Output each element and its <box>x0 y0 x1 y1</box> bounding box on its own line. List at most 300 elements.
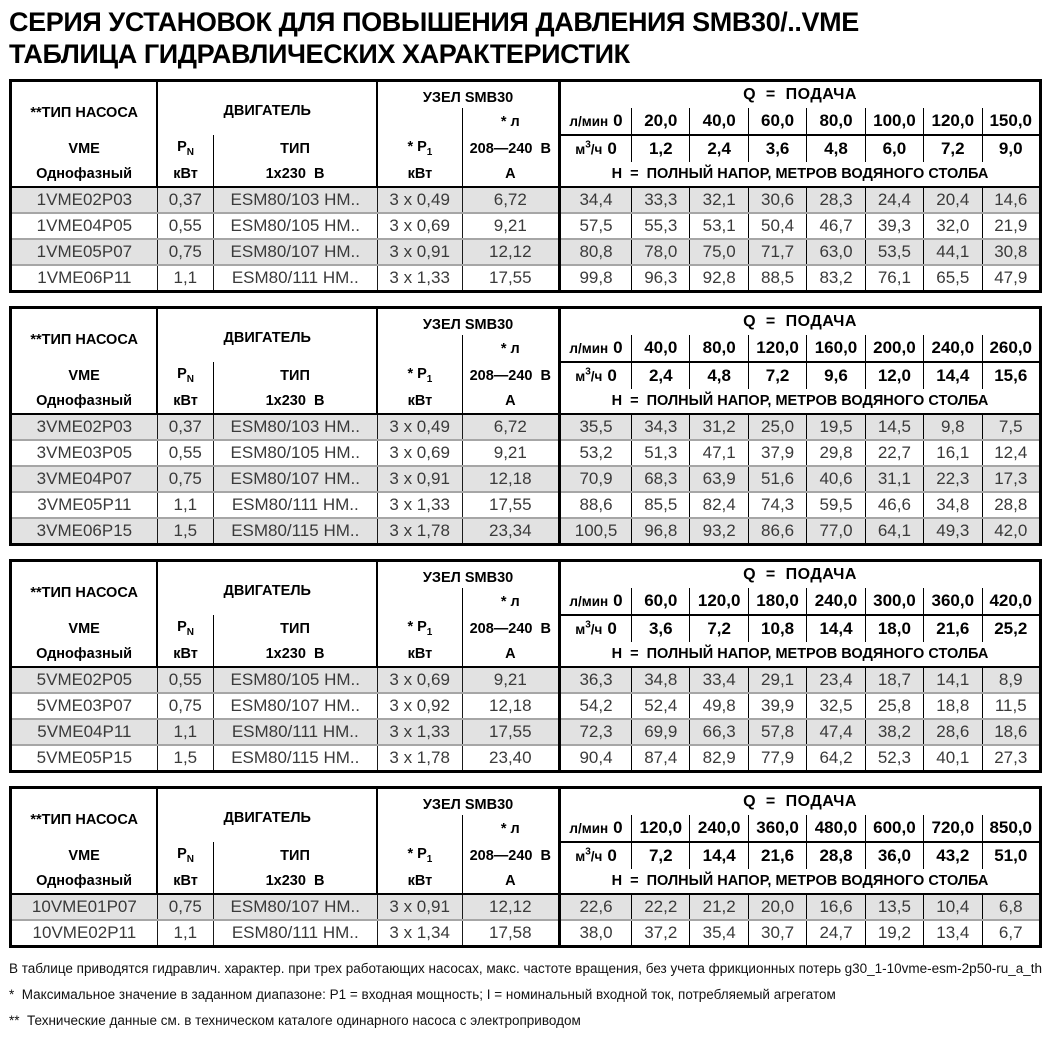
p1-base: * P <box>407 619 427 636</box>
supply-header: 1x230 В <box>213 642 377 667</box>
footnote-p1: * Максимальное значение в заданном диапазоне: P1 = входная мощность; I = номинальный входной ток, потребляемый агрегатом <box>9 986 836 1002</box>
head-value-cell: 6,7 <box>982 920 1041 946</box>
vme-header: VME <box>11 135 158 162</box>
amps-value-cell: 9,21 <box>462 213 559 239</box>
flow-unit-m3h <box>559 135 631 162</box>
head-value-cell: 27,3 <box>982 745 1041 771</box>
head-value-cell: 53,1 <box>690 213 748 239</box>
pn-value-cell: 0,75 <box>157 894 213 920</box>
head-value-cell: 66,3 <box>690 719 748 745</box>
kw-motor-header: кВт <box>157 642 213 667</box>
flow-lmin-value: 160,0 <box>807 335 865 362</box>
p1-value-cell: 3 x 1,33 <box>377 265 462 291</box>
header-row-groups <box>11 787 1041 815</box>
flow-lmin-value: 600,0 <box>865 815 923 842</box>
amps-value-cell: 12,12 <box>462 239 559 265</box>
pump-type-header: **ТИП НАСОСА <box>11 80 158 135</box>
amps-value-cell: 6,72 <box>462 187 559 213</box>
amp-header: А <box>462 389 559 414</box>
head-value-cell: 53,5 <box>865 239 923 265</box>
kw-p1-header: кВт <box>377 869 462 894</box>
head-value-cell: 29,8 <box>807 440 865 466</box>
head-value-cell: 51,3 <box>632 440 690 466</box>
pump-model-cell: 5VME04P11 <box>11 719 158 745</box>
supply-header: 1x230 В <box>213 389 377 414</box>
kw-motor-header: кВт <box>157 389 213 414</box>
pn-value-cell: 0,75 <box>157 466 213 492</box>
head-value-cell: 25,0 <box>748 414 806 440</box>
pn-base: P <box>177 619 187 636</box>
head-value-cell: 9,8 <box>924 414 982 440</box>
header-row-groups <box>11 307 1041 335</box>
head-value-cell: 59,5 <box>807 492 865 518</box>
flow-unit-m3h <box>559 362 631 389</box>
vme-header: VME <box>11 362 158 389</box>
voltage-header: 208—240 В <box>469 140 552 157</box>
head-value-cell: 11,5 <box>982 693 1041 719</box>
head-value-cell: 42,0 <box>982 518 1041 544</box>
flow-m3h-value: 14,4 <box>690 842 748 869</box>
head-value-cell: 50,4 <box>748 213 806 239</box>
flow-lmin-value: 100,0 <box>865 108 923 135</box>
head-value-cell: 82,9 <box>690 745 748 771</box>
head-value-cell: 35,4 <box>690 920 748 946</box>
amps-value-cell: 17,55 <box>462 265 559 291</box>
p1-value-cell: 3 x 0,91 <box>377 239 462 265</box>
m3h-rest: /ч <box>590 142 603 158</box>
amps-value-cell: 12,18 <box>462 693 559 719</box>
head-value-cell: 12,4 <box>982 440 1041 466</box>
m3h-rest: /ч <box>590 622 603 638</box>
motor-type-cell: ESM80/105 HM.. <box>213 213 377 239</box>
head-value-cell: 39,9 <box>748 693 806 719</box>
table-row <box>11 239 1041 265</box>
flow-unit-lmin <box>559 108 631 135</box>
p1-header <box>377 362 462 389</box>
head-value-cell: 38,2 <box>865 719 923 745</box>
pn-subscript: N <box>186 627 195 639</box>
head-value-cell: 69,9 <box>632 719 690 745</box>
flow-m3h-value: 51,0 <box>982 842 1041 869</box>
header-row-units <box>11 869 1041 894</box>
head-value-cell: 53,2 <box>559 440 631 466</box>
m3h-base: м <box>575 849 586 865</box>
m3h-superscript: 3 <box>585 619 591 631</box>
table-row <box>11 894 1041 920</box>
pump-model-cell: 5VME02P05 <box>11 667 158 693</box>
flow-lmin-value: 240,0 <box>924 335 982 362</box>
flow-m3h-value: 7,2 <box>690 615 748 642</box>
table-row <box>11 440 1041 466</box>
p1-value-cell: 3 x 0,92 <box>377 693 462 719</box>
flow-lmin-value: 260,0 <box>982 335 1041 362</box>
head-value-cell: 64,2 <box>807 745 865 771</box>
amps-value-cell: 9,21 <box>462 440 559 466</box>
pn-value-cell: 0,75 <box>157 693 213 719</box>
head-value-cell: 13,4 <box>924 920 982 946</box>
kw-motor-header: кВт <box>157 162 213 187</box>
flow-lmin-value: 40,0 <box>690 108 748 135</box>
hydraulic-table-2 <box>9 306 1042 546</box>
motor-type-cell: ESM80/111 HM.. <box>213 920 377 946</box>
head-value-cell: 6,8 <box>982 894 1041 920</box>
m3h-superscript: 3 <box>585 139 591 151</box>
flow-m3h-value: 7,2 <box>924 135 982 162</box>
table-row <box>11 213 1041 239</box>
amps-value-cell: 12,18 <box>462 466 559 492</box>
head-value-cell: 71,7 <box>748 239 806 265</box>
flow-unit-m3h <box>559 842 631 869</box>
type-header: ТИП <box>213 615 377 642</box>
header-row-groups <box>11 560 1041 588</box>
p1-value-cell: 3 x 1,33 <box>377 719 462 745</box>
flow-lmin-value: 300,0 <box>865 588 923 615</box>
head-value-cell: 21,9 <box>982 213 1041 239</box>
flow-m3h-value: 10,8 <box>748 615 806 642</box>
pump-model-cell: 3VME04P07 <box>11 466 158 492</box>
pump-model-cell: 10VME01P07 <box>11 894 158 920</box>
amps-value-cell: 12,12 <box>462 894 559 920</box>
pn-value-cell: 1,5 <box>157 745 213 771</box>
flow-lmin-value: 240,0 <box>807 588 865 615</box>
flow-lmin-value: 20,0 <box>632 108 690 135</box>
head-value-cell: 18,8 <box>924 693 982 719</box>
voltage-header: 208—240 В <box>469 847 552 864</box>
motor-type-cell: ESM80/111 HM.. <box>213 492 377 518</box>
flow-m3h-value: 7,2 <box>632 842 690 869</box>
p1-value-cell: 3 x 1,78 <box>377 745 462 771</box>
motor-type-cell: ESM80/107 HM.. <box>213 693 377 719</box>
head-value-cell: 63,0 <box>807 239 865 265</box>
head-value-cell: 49,8 <box>690 693 748 719</box>
m3h-rest: /ч <box>590 369 603 385</box>
head-value-cell: 18,6 <box>982 719 1041 745</box>
pn-value-cell: 0,37 <box>157 414 213 440</box>
motor-type-cell: ESM80/115 HM.. <box>213 518 377 544</box>
head-value-cell: 30,8 <box>982 239 1041 265</box>
single-phase-header: Однофазный <box>11 869 158 894</box>
head-value-cell: 99,8 <box>559 265 631 291</box>
table-row <box>11 265 1041 291</box>
motor-header: ДВИГАТЕЛЬ <box>157 560 377 615</box>
p1-value-cell: 3 x 0,91 <box>377 894 462 920</box>
table-row <box>11 920 1041 946</box>
head-value-cell: 23,4 <box>807 667 865 693</box>
flow-lmin-value: 360,0 <box>924 588 982 615</box>
pump-type-header: **ТИП НАСОСА <box>11 787 158 842</box>
m3h-zero: 0 <box>607 366 617 386</box>
flow-m3h-value: 7,2 <box>748 362 806 389</box>
table-row <box>11 667 1041 693</box>
header-row-m3h <box>11 135 1041 162</box>
motor-type-cell: ESM80/115 HM.. <box>213 745 377 771</box>
p1-subscript: 1 <box>426 854 433 866</box>
head-value-cell: 21,2 <box>690 894 748 920</box>
footer-note: В таблице приводятся гидравлич. характер. при трех работающих насосах, макс. частоте вращения, без учета фрикционных потерь <box>9 960 842 976</box>
flow-m3h-value: 43,2 <box>924 842 982 869</box>
flow-m3h-value: 14,4 <box>807 615 865 642</box>
head-value-cell: 16,6 <box>807 894 865 920</box>
header-row-units <box>11 162 1041 187</box>
flow-m3h-value: 4,8 <box>807 135 865 162</box>
m3h-zero: 0 <box>607 139 617 159</box>
motor-type-cell: ESM80/103 HM.. <box>213 187 377 213</box>
q-flow-header: Q = ПОДАЧА <box>559 307 1040 335</box>
head-value-cell: 17,3 <box>982 466 1041 492</box>
head-value-cell: 47,4 <box>807 719 865 745</box>
head-value-cell: 29,1 <box>748 667 806 693</box>
head-value-cell: 14,6 <box>982 187 1041 213</box>
flow-m3h-value: 21,6 <box>924 615 982 642</box>
head-value-cell: 18,7 <box>865 667 923 693</box>
head-value-cell: 44,1 <box>924 239 982 265</box>
p1-value-cell: 3 x 0,69 <box>377 667 462 693</box>
p1-value-cell: 3 x 1,33 <box>377 492 462 518</box>
p1-base: * P <box>407 846 427 863</box>
pn-value-cell: 0,55 <box>157 440 213 466</box>
kw-p1-header: кВт <box>377 162 462 187</box>
head-value-cell: 19,2 <box>865 920 923 946</box>
pn-value-cell: 1,1 <box>157 920 213 946</box>
head-value-cell: 7,5 <box>982 414 1041 440</box>
pn-value-cell: 0,37 <box>157 187 213 213</box>
pump-model-cell: 5VME03P07 <box>11 693 158 719</box>
head-value-cell: 24,7 <box>807 920 865 946</box>
amps-value-cell: 23,40 <box>462 745 559 771</box>
pn-base: P <box>177 366 187 383</box>
head-value-cell: 20,0 <box>748 894 806 920</box>
amps-value-cell: 17,55 <box>462 719 559 745</box>
head-value-cell: 31,1 <box>865 466 923 492</box>
flow-m3h-value: 9,0 <box>982 135 1041 162</box>
head-value-cell: 77,9 <box>748 745 806 771</box>
flow-lmin-value: 40,0 <box>632 335 690 362</box>
head-value-cell: 34,4 <box>559 187 631 213</box>
title-line-2: ТАБЛИЦА ГИДРАВЛИЧЕСКИХ ХАРАКТЕРИСТИК <box>9 39 630 70</box>
head-value-cell: 47,9 <box>982 265 1041 291</box>
kw-motor-header: кВт <box>157 869 213 894</box>
head-value-cell: 38,0 <box>559 920 631 946</box>
motor-type-cell: ESM80/111 HM.. <box>213 265 377 291</box>
flow-m3h-value: 14,4 <box>924 362 982 389</box>
head-value-cell: 92,8 <box>690 265 748 291</box>
head-value-cell: 32,1 <box>690 187 748 213</box>
lmin-unit-label: л/мин <box>569 594 609 610</box>
head-value-cell: 30,6 <box>748 187 806 213</box>
table-row <box>11 492 1041 518</box>
head-value-cell: 47,1 <box>690 440 748 466</box>
head-value-cell: 22,7 <box>865 440 923 466</box>
footer-note-row <box>9 961 1042 976</box>
pn-header <box>157 362 213 389</box>
head-value-cell: 39,3 <box>865 213 923 239</box>
flow-m3h-value: 2,4 <box>632 362 690 389</box>
header-row-m3h <box>11 842 1041 869</box>
head-value-cell: 51,6 <box>748 466 806 492</box>
flow-m3h-value: 12,0 <box>865 362 923 389</box>
head-value-cell: 28,3 <box>807 187 865 213</box>
flow-lmin-value: 150,0 <box>982 108 1041 135</box>
spacer-cell <box>377 588 462 615</box>
head-row-header: Н = ПОЛНЫЙ НАПОР, МЕТРОВ ВОДЯНОГО СТОЛБА <box>559 162 1040 187</box>
motor-header: ДВИГАТЕЛЬ <box>157 787 377 842</box>
pn-value-cell: 1,1 <box>157 719 213 745</box>
head-value-cell: 88,6 <box>559 492 631 518</box>
head-value-cell: 80,8 <box>559 239 631 265</box>
head-value-cell: 28,8 <box>982 492 1041 518</box>
spacer-cell <box>377 815 462 842</box>
motor-type-cell: ESM80/107 HM.. <box>213 894 377 920</box>
lmin-zero: 0 <box>613 111 623 131</box>
head-value-cell: 65,5 <box>924 265 982 291</box>
p1-base: * P <box>407 366 427 383</box>
head-value-cell: 14,5 <box>865 414 923 440</box>
p1-subscript: 1 <box>426 627 433 639</box>
lmin-zero: 0 <box>613 818 623 838</box>
p1-value-cell: 3 x 1,78 <box>377 518 462 544</box>
head-value-cell: 57,8 <box>748 719 806 745</box>
head-value-cell: 46,6 <box>865 492 923 518</box>
pump-model-cell: 10VME02P11 <box>11 920 158 946</box>
flow-lmin-value: 80,0 <box>807 108 865 135</box>
title-line-1: СЕРИЯ УСТАНОВОК ДЛЯ ПОВЫШЕНИЯ ДАВЛЕНИЯ SMB30/..VME <box>9 7 859 37</box>
footnote-tech: ** Технические данные см. в техническом каталоге одинарного насоса с электроприводом <box>9 1012 581 1028</box>
head-value-cell: 10,4 <box>924 894 982 920</box>
flow-lmin-value: 200,0 <box>865 335 923 362</box>
flow-lmin-value: 120,0 <box>748 335 806 362</box>
head-value-cell: 93,2 <box>690 518 748 544</box>
head-value-cell: 76,1 <box>865 265 923 291</box>
m3h-zero: 0 <box>607 846 617 866</box>
head-value-cell: 100,5 <box>559 518 631 544</box>
hydraulic-table-3 <box>9 559 1042 773</box>
flow-lmin-value: 60,0 <box>632 588 690 615</box>
head-value-cell: 8,9 <box>982 667 1041 693</box>
pn-value-cell: 0,55 <box>157 667 213 693</box>
head-value-cell: 36,3 <box>559 667 631 693</box>
flow-m3h-value: 3,6 <box>632 615 690 642</box>
motor-type-cell: ESM80/105 HM.. <box>213 667 377 693</box>
pn-subscript: N <box>186 374 195 386</box>
header-row-m3h <box>11 362 1041 389</box>
amps-value-cell: 6,72 <box>462 414 559 440</box>
head-value-cell: 85,5 <box>632 492 690 518</box>
pn-header <box>157 615 213 642</box>
motor-type-cell: ESM80/103 HM.. <box>213 414 377 440</box>
pump-model-cell: 1VME05P07 <box>11 239 158 265</box>
table-row <box>11 518 1041 544</box>
flow-lmin-value: 240,0 <box>690 815 748 842</box>
lmin-zero: 0 <box>613 591 623 611</box>
p1-subscript: 1 <box>426 147 433 159</box>
flow-m3h-value: 1,2 <box>632 135 690 162</box>
head-value-cell: 72,3 <box>559 719 631 745</box>
table-row <box>11 693 1041 719</box>
table-row <box>11 466 1041 492</box>
head-value-cell: 22,6 <box>559 894 631 920</box>
flow-unit-lmin <box>559 815 631 842</box>
head-value-cell: 35,5 <box>559 414 631 440</box>
page-title <box>9 6 1042 71</box>
header-row-m3h <box>11 615 1041 642</box>
flow-m3h-value: 9,6 <box>807 362 865 389</box>
head-value-cell: 32,5 <box>807 693 865 719</box>
flow-lmin-value: 360,0 <box>748 815 806 842</box>
head-value-cell: 34,8 <box>632 667 690 693</box>
head-value-cell: 75,0 <box>690 239 748 265</box>
single-phase-header: Однофазный <box>11 162 158 187</box>
head-value-cell: 16,1 <box>924 440 982 466</box>
flow-unit-lmin <box>559 335 631 362</box>
current-header: * л <box>500 340 520 357</box>
type-header: ТИП <box>213 842 377 869</box>
head-value-cell: 74,3 <box>748 492 806 518</box>
m3h-zero: 0 <box>607 619 617 639</box>
pump-model-cell: 3VME02P03 <box>11 414 158 440</box>
flow-m3h-value: 21,6 <box>748 842 806 869</box>
head-value-cell: 19,5 <box>807 414 865 440</box>
amps-value-cell: 23,34 <box>462 518 559 544</box>
flow-lmin-value: 80,0 <box>690 335 748 362</box>
head-value-cell: 49,3 <box>924 518 982 544</box>
motor-type-cell: ESM80/107 HM.. <box>213 466 377 492</box>
type-header: ТИП <box>213 135 377 162</box>
lmin-zero: 0 <box>613 338 623 358</box>
flow-unit-m3h <box>559 615 631 642</box>
pump-model-cell: 1VME04P05 <box>11 213 158 239</box>
p1-base: * P <box>407 139 427 156</box>
flow-m3h-value: 18,0 <box>865 615 923 642</box>
amp-header: А <box>462 162 559 187</box>
lmin-unit-label: л/мин <box>569 341 609 357</box>
flow-m3h-value: 28,8 <box>807 842 865 869</box>
lmin-unit-label: л/мин <box>569 821 609 837</box>
p1-value-cell: 3 x 0,69 <box>377 440 462 466</box>
head-value-cell: 68,3 <box>632 466 690 492</box>
head-value-cell: 88,5 <box>748 265 806 291</box>
head-value-cell: 25,8 <box>865 693 923 719</box>
doc-code: g30_1-10vme-esm-2p50-ru_a_th <box>844 960 1042 976</box>
flow-lmin-value: 850,0 <box>982 815 1041 842</box>
flow-m3h-value: 15,6 <box>982 362 1041 389</box>
voltage-header: 208—240 В <box>469 367 552 384</box>
footer <box>9 961 1042 1028</box>
pn-header <box>157 135 213 162</box>
header-row-units <box>11 389 1041 414</box>
flow-unit-lmin <box>559 588 631 615</box>
head-value-cell: 52,3 <box>865 745 923 771</box>
head-row-header: Н = ПОЛНЫЙ НАПОР, МЕТРОВ ВОДЯНОГО СТОЛБА <box>559 869 1040 894</box>
p1-value-cell: 3 x 1,34 <box>377 920 462 946</box>
motor-header: ДВИГАТЕЛЬ <box>157 307 377 362</box>
head-value-cell: 54,2 <box>559 693 631 719</box>
head-value-cell: 14,1 <box>924 667 982 693</box>
head-value-cell: 96,8 <box>632 518 690 544</box>
head-value-cell: 40,1 <box>924 745 982 771</box>
pn-base: P <box>177 846 187 863</box>
p1-subscript: 1 <box>426 374 433 386</box>
m3h-superscript: 3 <box>585 366 591 378</box>
m3h-base: м <box>575 142 586 158</box>
smb-unit-header: УЗЕЛ SMB30 <box>422 569 514 586</box>
spacer-cell <box>377 108 462 135</box>
head-value-cell: 34,8 <box>924 492 982 518</box>
head-value-cell: 46,7 <box>807 213 865 239</box>
pump-model-cell: 1VME06P11 <box>11 265 158 291</box>
motor-type-cell: ESM80/105 HM.. <box>213 440 377 466</box>
vme-header: VME <box>11 615 158 642</box>
pump-type-header: **ТИП НАСОСА <box>11 307 158 362</box>
